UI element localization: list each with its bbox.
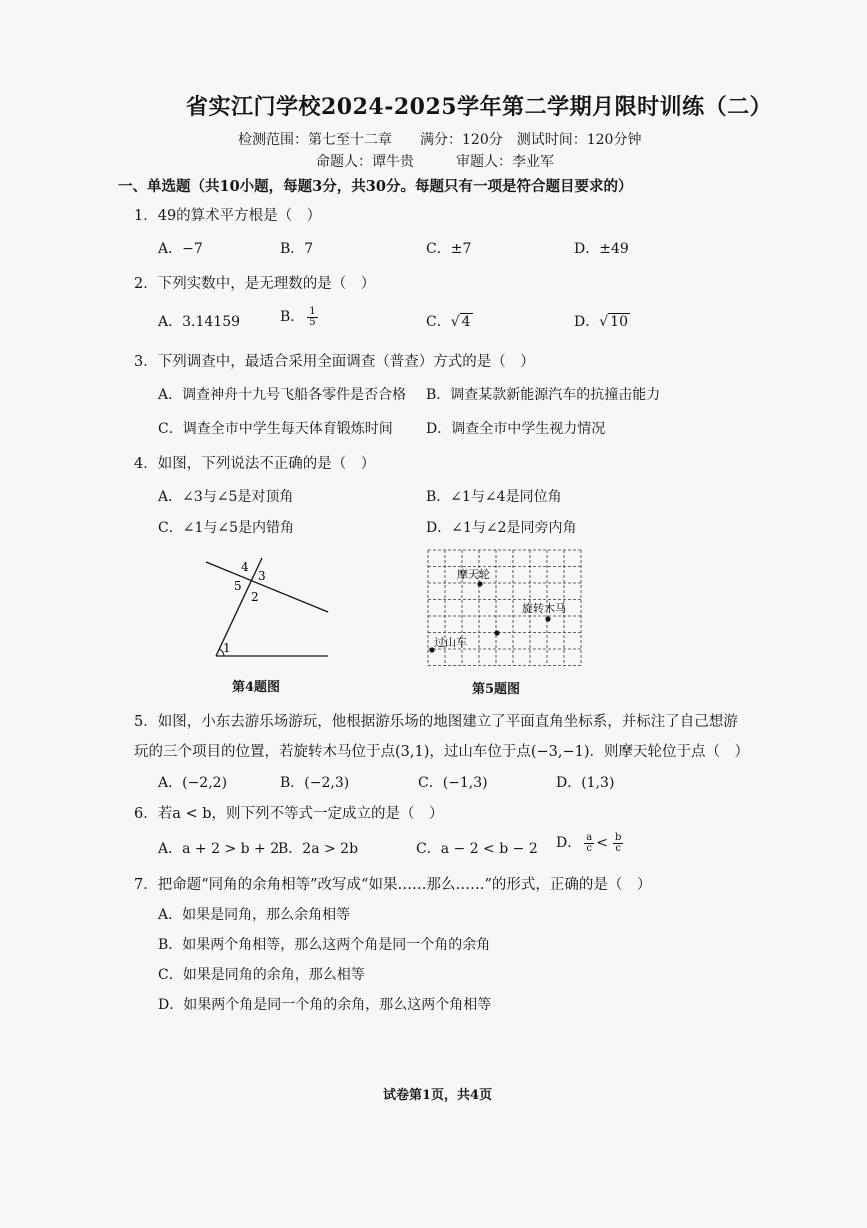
q2-option-b-label: B．	[280, 309, 305, 325]
q6-option-b[interactable]: B．2a > 2b	[278, 841, 359, 857]
question-2-stem: 2．下列实数中，是无理数的是（ ）	[134, 276, 376, 292]
q2-option-c[interactable]	[426, 311, 473, 331]
question-5-stem-line1: 5．如图，小东去游乐场游玩，他根据游乐场的地图建立了平面直角坐标系，并标注了自己想游	[134, 714, 738, 730]
figure-5-grid-map	[425, 547, 585, 669]
question-1-stem: 1．49的算术平方根是（ ）	[134, 208, 322, 224]
q7-option-b[interactable]: B．如果两个角相等，那么这两个角是同一个角的余角	[158, 937, 491, 953]
q2-option-d[interactable]	[574, 311, 630, 331]
q7-option-d[interactable]: D．如果两个角是同一个角的余角，那么这两个角相等	[158, 997, 492, 1013]
radicand-d: 10	[610, 314, 628, 330]
carousel-point	[545, 616, 550, 621]
fig4-label-2: 2	[251, 590, 259, 604]
fig5-label-coaster: 过山车	[434, 636, 467, 649]
fig4-label-5: 5	[234, 579, 242, 593]
q7-option-a[interactable]: A．如果是同角，那么余角相等	[158, 907, 351, 923]
q6-option-d[interactable]	[556, 832, 623, 854]
sqrt-icon: √	[450, 314, 460, 330]
q5-option-b[interactable]: B．(−2,3)	[280, 775, 350, 791]
scope-line: 检测范围：第七至十二章 满分：120分 测试时间：120分钟	[238, 132, 642, 148]
question-7-stem: 7．把命题“同角的余角相等”改写成“如果……那么……”的形式，正确的是（ ）	[134, 877, 652, 893]
figure-4-caption: 第4题图	[232, 680, 281, 695]
q4-option-b[interactable]: B．∠1与∠4是同位角	[426, 489, 562, 505]
q1-option-b[interactable]: B．7	[280, 241, 314, 257]
q4-option-d[interactable]: D．∠1与∠2是同旁内角	[426, 520, 577, 536]
q3-option-d[interactable]: D．调查全市中学生视力情况	[426, 421, 606, 437]
fig5-label-carousel: 旋转木马	[522, 602, 566, 615]
fig4-line-upper	[206, 562, 328, 612]
q4-option-a[interactable]: A．∠3与∠5是对顶角	[158, 489, 294, 505]
q6-option-c[interactable]: C．a − 2 < b − 2	[416, 841, 538, 857]
sqrt-icon: √	[599, 314, 609, 330]
fraction-denominator: 5	[309, 316, 316, 328]
q5-option-c[interactable]: C．(−1,3)	[418, 775, 488, 791]
q1-option-c[interactable]: C．±7	[426, 241, 472, 257]
q2-option-d-label: D．	[574, 314, 600, 330]
fig4-label-4: 4	[241, 560, 249, 574]
fig5-label-ferris: 摩天轮	[457, 568, 490, 581]
q5-option-a[interactable]: A．(−2,2)	[158, 775, 228, 791]
q5-option-d[interactable]: D．(1,3)	[556, 775, 615, 791]
radicand-c: 4	[461, 314, 471, 330]
less-than-icon: <	[596, 835, 608, 851]
q6-option-a[interactable]: A．a + 2 > b + 2	[158, 841, 280, 857]
q3-option-a[interactable]: A．调查神舟十九号飞船各零件是否合格	[158, 387, 407, 403]
question-3-stem: 3．下列调查中，最适合采用全面调查（普查）方式的是（ ）	[134, 354, 535, 370]
q1-option-d[interactable]: D．±49	[574, 241, 629, 257]
figure-5-caption: 第5题图	[472, 682, 521, 697]
q3-option-c[interactable]: C．调查全市中学生每天体育锻炼时间	[158, 421, 393, 437]
fraction-numerator: 1	[309, 305, 316, 317]
fig4-label-1: 1	[223, 641, 231, 655]
fraction-one-fifth	[307, 307, 317, 328]
ferris-wheel-point	[477, 581, 482, 586]
q2-option-c-label: C．	[426, 314, 451, 330]
author-line: 命题人：谭牛贵 审题人：李业军	[316, 154, 554, 170]
page-footer: 试卷第1页，共4页	[383, 1088, 493, 1103]
q4-option-c[interactable]: C．∠1与∠5是内错角	[158, 520, 294, 536]
q6-option-d-label: D．	[556, 835, 582, 851]
question-6-stem: 6．若a < b，则下列不等式一定成立的是（ ）	[134, 806, 444, 822]
frac-den-c: c	[586, 842, 593, 854]
exam-title: 省实江门学校2024-2025学年第二学期月限时训练（二）	[186, 94, 773, 120]
question-4-stem: 4．如图，下列说法不正确的是（ ）	[134, 456, 376, 472]
figure-4-diagram	[200, 552, 340, 664]
question-5-stem-line2: 玩的三个项目的位置，若旋转木马位于点(3,1)，过山车位于点(−3,−1)．则摩天轮位于点（ ）	[134, 744, 750, 760]
origin-point	[494, 630, 499, 635]
fraction-b-over-c	[613, 833, 623, 854]
q7-option-c[interactable]: C．如果是同角的余角，那么相等	[158, 967, 365, 983]
q3-option-b[interactable]: B．调查某款新能源汽车的抗撞击能力	[426, 387, 661, 403]
frac-num-b: b	[614, 831, 622, 843]
section-heading: 一、单选题（共10小题，每题3分，共30分。每题只有一项是符合题目要求的）	[118, 178, 633, 195]
fraction-a-over-c	[584, 833, 594, 854]
fig4-label-3: 3	[258, 569, 266, 583]
frac-den-c2: c	[615, 842, 621, 854]
q1-option-a[interactable]: A．−7	[158, 241, 203, 257]
frac-num-a: a	[586, 831, 593, 843]
q2-option-a[interactable]: A．3.14159	[158, 314, 241, 330]
q2-option-b[interactable]	[280, 306, 318, 328]
